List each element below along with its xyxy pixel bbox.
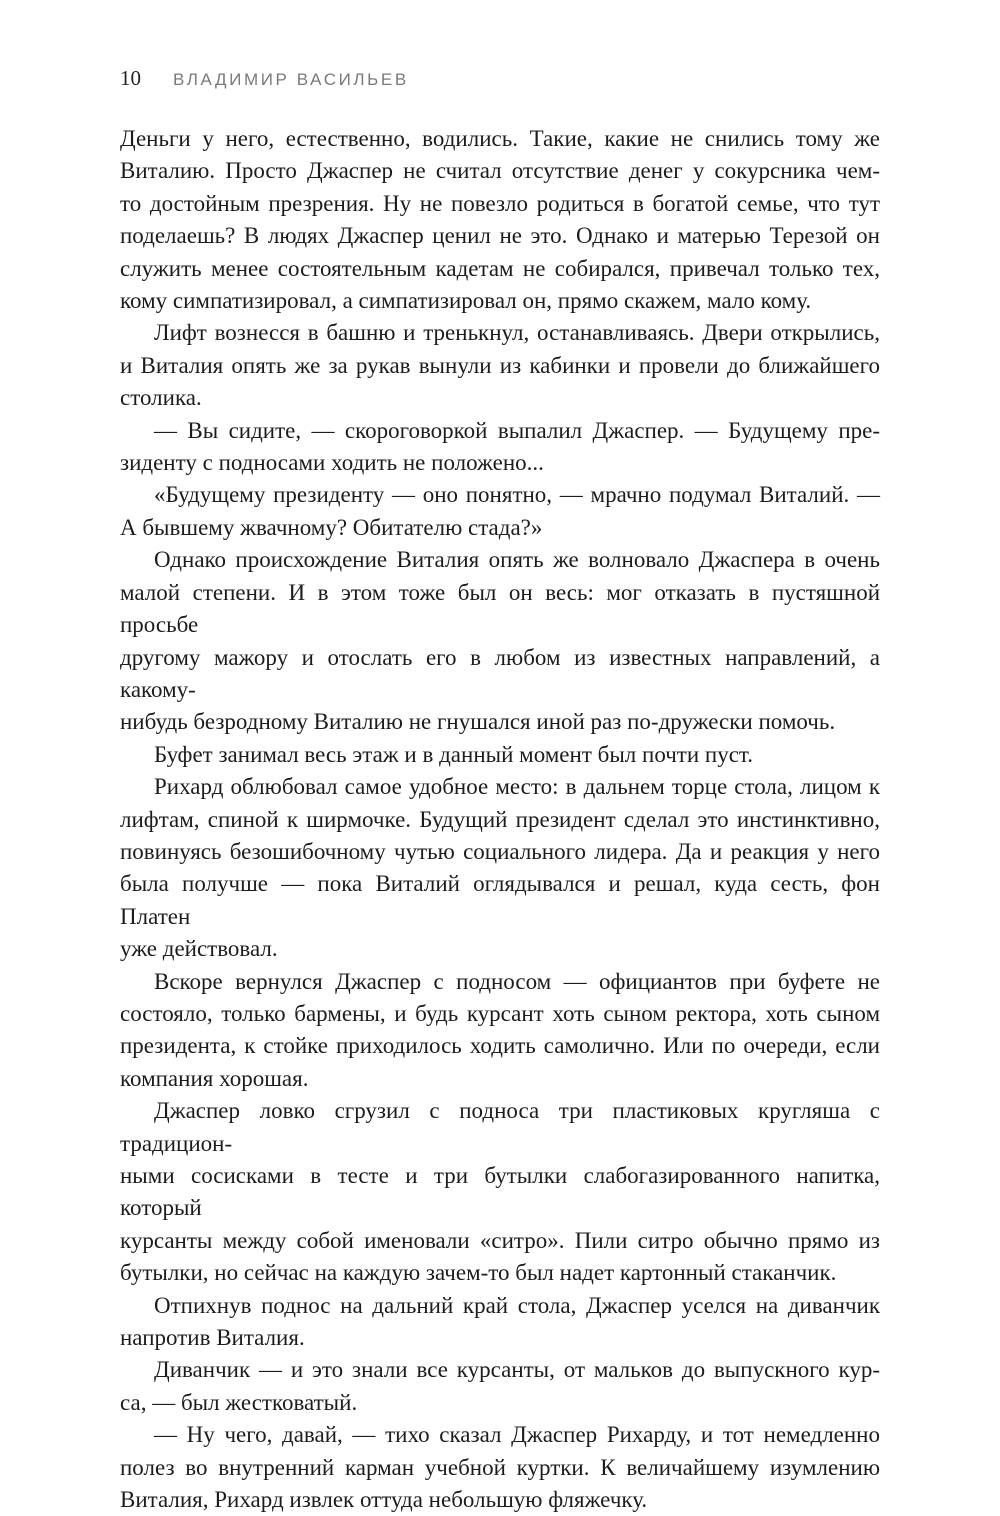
text-line: «Будущему президенту — оно понятно, — мрачно подумал Виталий. — [154, 482, 880, 508]
text-line: бутылки, но сейчас на каждую зачем-то был надет картонный стаканчик. [120, 1260, 837, 1286]
text-line: была получше — пока Виталий оглядывался и решал, куда сесть, фон Платен [120, 871, 880, 929]
text-line: малой степени. И в этом тоже был он весь: мог отказать в пустяшной просьбе [120, 579, 880, 638]
text-line: Отпихнув поднос на дальний край стола, Джаспер уселся на диванчик [154, 1292, 880, 1318]
text-line: А бывшему жвачному? Обитателю стада?» [120, 514, 543, 540]
text-line: Виталию. Просто Джаспер не считал отсутствие денег у сокурсника чем- [120, 158, 880, 184]
text-line: Буфет занимал весь этаж и в данный момент был почти пуст. [154, 741, 753, 767]
paragraph [120, 317, 880, 414]
text-line: напротив Виталия. [120, 1325, 305, 1351]
text-body [120, 123, 880, 1516]
text-line: компания хорошая. [120, 1065, 309, 1091]
running-head [120, 66, 409, 96]
paragraph [120, 1419, 880, 1516]
paragraph [120, 1095, 880, 1289]
text-line: са, — был жестковатый. [120, 1389, 358, 1415]
text-line: поделаешь? В людях Джаспер ценил не это. Однако и матерью Терезой он [120, 223, 880, 249]
text-line: Деньги у него, естественно, водились. Такие, какие не снились тому же [120, 126, 880, 151]
text-line: курсанты между собой именовали «ситро». Пили ситро обычно прямо из [120, 1227, 880, 1253]
page-number: 10 [120, 66, 141, 90]
paragraph [120, 739, 880, 771]
text-line: Диванчик — и это знали все курсанты, от мальков до выпускного кур- [154, 1357, 880, 1383]
text-line: Вскоре вернулся Джаспер с подносом — официантов при буфете не [154, 968, 880, 994]
text-line: служить менее состоятельным кадетам не собирался, привечал только тех, [120, 255, 880, 281]
text-line: Лифт вознесся в башню и тренькнул, останавливаясь. Двери открылись, [154, 320, 880, 346]
text-line: Виталия, Рихард извлек оттуда небольшую фляжечку. [120, 1487, 648, 1513]
text-line: Однако происхождение Виталия опять же волновало Джаспера в очень [154, 547, 880, 573]
text-line: нибудь безродному Виталию не гнушался иной раз по-дружески помочь. [120, 709, 836, 735]
text-line: столика. [120, 385, 202, 411]
text-line: повинуясь безошибочному чутью социального лидера. Да и реакция у него [120, 838, 880, 864]
text-line: Рихард облюбовал самое удобное место: в дальнем торце стола, лицом к [154, 774, 880, 800]
text-line: полез во внутренний карман учебной куртки. К величайшему изумлению [120, 1454, 880, 1480]
text-line: и Виталия опять же за рукав вынули из кабинки и провели до ближайшего [120, 352, 880, 378]
paragraph [120, 544, 880, 738]
text-line: — Ну чего, давай, — тихо сказал Джаспер Рихарду, и тот немедленно [154, 1422, 880, 1448]
text-line: зиденту с подносами ходить не положено... [120, 450, 544, 476]
paragraph [120, 479, 880, 544]
running-title: ВЛАДИМИР ВАСИЛЬЕВ [173, 70, 409, 89]
paragraph [120, 966, 880, 1096]
text-line: — Вы сидите, — скороговоркой выпалил Джаспер. — Будущему пре- [154, 417, 880, 443]
paragraph [120, 415, 880, 480]
paragraph [120, 771, 880, 965]
text-line: президента, к стойке приходилось ходить самолично. Или по очереди, если [120, 1033, 880, 1059]
text-line: Джаспер ловко сгрузил с подноса три пластиковых кругляша с традицион- [120, 1098, 880, 1156]
text-line: состояло, только бармены, и будь курсант хоть сыном ректора, хоть сыном [120, 1000, 880, 1026]
text-line: лифтам, спиной к ширмочке. Будущий президент сделал это инстинктивно, [120, 806, 880, 832]
text-line: кому симпатизировал, а симпатизировал он, прямо скажем, мало кому. [120, 288, 812, 314]
text-line: ными сосисками в тесте и три бутылки слабогазированного напитка, который [120, 1163, 880, 1221]
paragraph [120, 1354, 880, 1419]
paragraph [120, 123, 880, 317]
text-line: другому мажору и отослать его в любом из известных направлений, а какому- [120, 644, 880, 702]
text-line: то достойным презрения. Ну не повезло родиться в богатой семье, что тут [120, 190, 880, 216]
text-line: уже действовал. [120, 936, 278, 962]
paragraph [120, 1290, 880, 1355]
